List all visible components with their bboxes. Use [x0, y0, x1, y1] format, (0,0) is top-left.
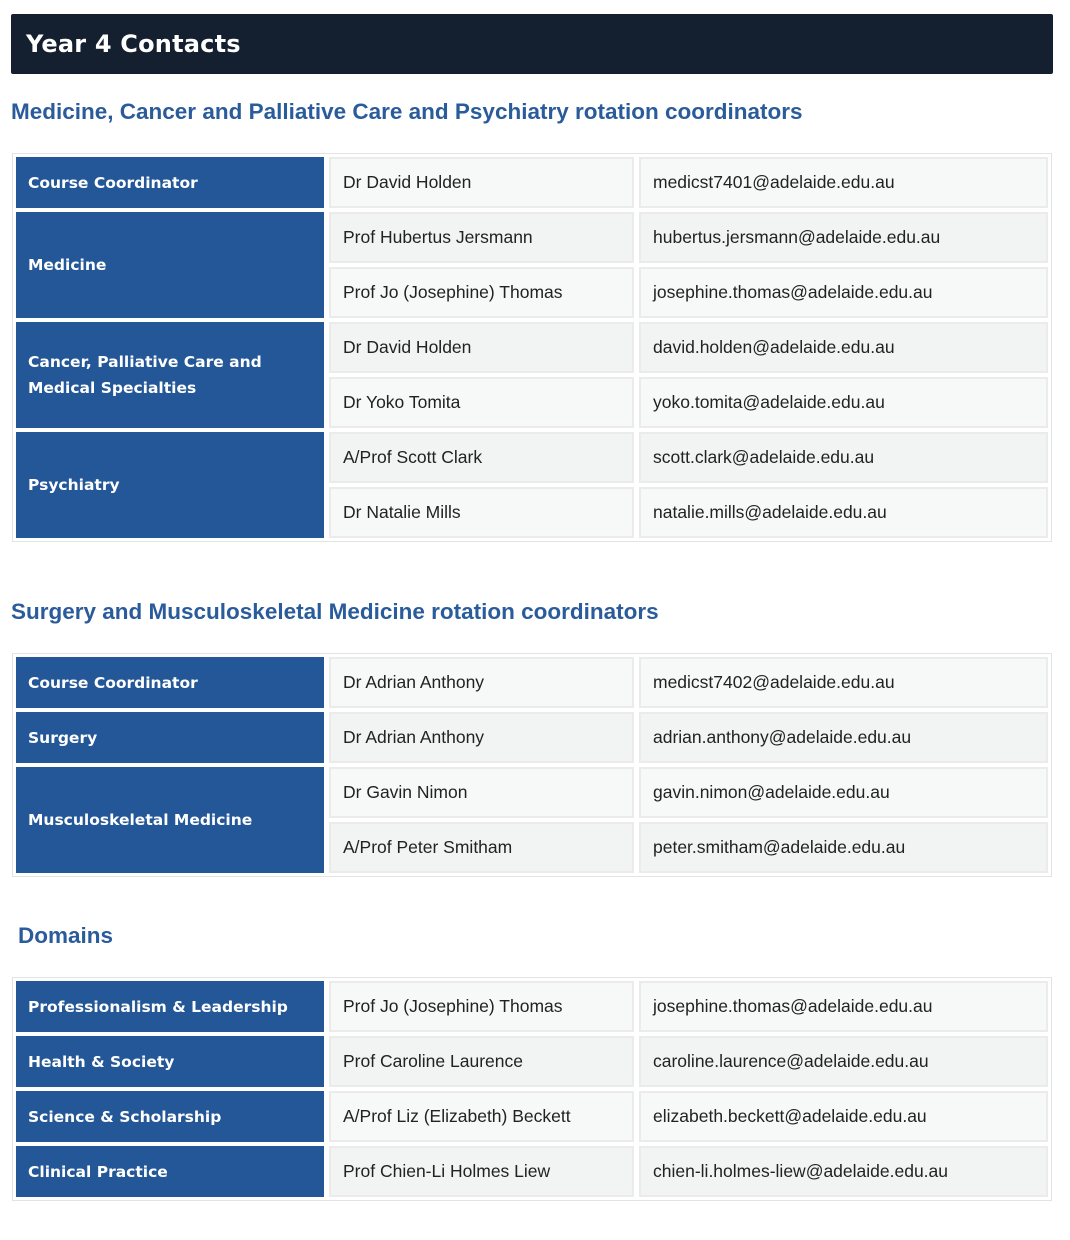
section-title: Surgery and Musculoskeletal Medicine rotation coordinators — [11, 599, 659, 624]
contact-email[interactable]: medicst7402@adelaide.edu.au — [639, 657, 1048, 708]
role-cell: Professionalism & Leadership — [16, 981, 324, 1032]
contact-email[interactable]: medicst7401@adelaide.edu.au — [639, 157, 1048, 208]
contact-name: Dr David Holden — [329, 322, 634, 373]
contact-name: Dr Yoko Tomita — [329, 377, 634, 428]
section-title: Medicine, Cancer and Palliative Care and Psychiatry rotation coordinators — [11, 99, 803, 124]
contact-name: Prof Hubertus Jersmann — [329, 212, 634, 263]
contact-email[interactable]: josephine.thomas@adelaide.edu.au — [639, 267, 1048, 318]
contact-name: Dr Gavin Nimon — [329, 767, 634, 818]
role-cell: Medicine — [16, 212, 324, 318]
contact-name: Dr David Holden — [329, 157, 634, 208]
table-row — [16, 657, 1048, 708]
contact-name: Prof Jo (Josephine) Thomas — [329, 981, 634, 1032]
contact-email[interactable]: chien-li.holmes-liew@adelaide.edu.au — [639, 1146, 1048, 1197]
contacts-table — [12, 153, 1052, 542]
role-cell: Surgery — [16, 712, 324, 763]
contact-email[interactable]: gavin.nimon@adelaide.edu.au — [639, 767, 1048, 818]
contact-email[interactable]: david.holden@adelaide.edu.au — [639, 322, 1048, 373]
page-header — [11, 14, 1053, 74]
role-cell: Health & Society — [16, 1036, 324, 1087]
contacts-table — [12, 977, 1052, 1201]
role-cell: Course Coordinator — [16, 657, 324, 708]
contacts-table — [12, 653, 1052, 877]
section-title: Domains — [18, 923, 114, 948]
table-row — [16, 1146, 1048, 1197]
table-row — [16, 767, 1048, 818]
contact-name: Dr Adrian Anthony — [329, 712, 634, 763]
role-cell: Cancer, Palliative Care and Medical Specialties — [16, 322, 324, 428]
role-cell: Psychiatry — [16, 432, 324, 538]
contact-email[interactable]: natalie.mills@adelaide.edu.au — [639, 487, 1048, 538]
page-title: Year 4 Contacts — [26, 30, 241, 58]
contact-email[interactable]: elizabeth.beckett@adelaide.edu.au — [639, 1091, 1048, 1142]
table-row — [16, 212, 1048, 263]
contact-email[interactable]: peter.smitham@adelaide.edu.au — [639, 822, 1048, 873]
contact-name: Prof Jo (Josephine) Thomas — [329, 267, 634, 318]
contact-name: A/Prof Liz (Elizabeth) Beckett — [329, 1091, 634, 1142]
contact-email[interactable]: josephine.thomas@adelaide.edu.au — [639, 981, 1048, 1032]
table-row — [16, 1091, 1048, 1142]
contact-email[interactable]: hubertus.jersmann@adelaide.edu.au — [639, 212, 1048, 263]
contact-name: A/Prof Scott Clark — [329, 432, 634, 483]
contact-email[interactable]: caroline.laurence@adelaide.edu.au — [639, 1036, 1048, 1087]
contact-name: Dr Adrian Anthony — [329, 657, 634, 708]
table-row — [16, 712, 1048, 763]
contact-name: Prof Caroline Laurence — [329, 1036, 634, 1087]
table-row — [16, 157, 1048, 208]
contact-name: Dr Natalie Mills — [329, 487, 634, 538]
contact-email[interactable]: adrian.anthony@adelaide.edu.au — [639, 712, 1048, 763]
table-row — [16, 1036, 1048, 1087]
role-cell: Science & Scholarship — [16, 1091, 324, 1142]
table-row — [16, 432, 1048, 483]
role-cell: Course Coordinator — [16, 157, 324, 208]
role-cell: Musculoskeletal Medicine — [16, 767, 324, 873]
table-row — [16, 981, 1048, 1032]
table-row — [16, 322, 1048, 373]
contact-name: A/Prof Peter Smitham — [329, 822, 634, 873]
role-cell: Clinical Practice — [16, 1146, 324, 1197]
contact-email[interactable]: yoko.tomita@adelaide.edu.au — [639, 377, 1048, 428]
contact-name: Prof Chien-Li Holmes Liew — [329, 1146, 634, 1197]
contact-email[interactable]: scott.clark@adelaide.edu.au — [639, 432, 1048, 483]
